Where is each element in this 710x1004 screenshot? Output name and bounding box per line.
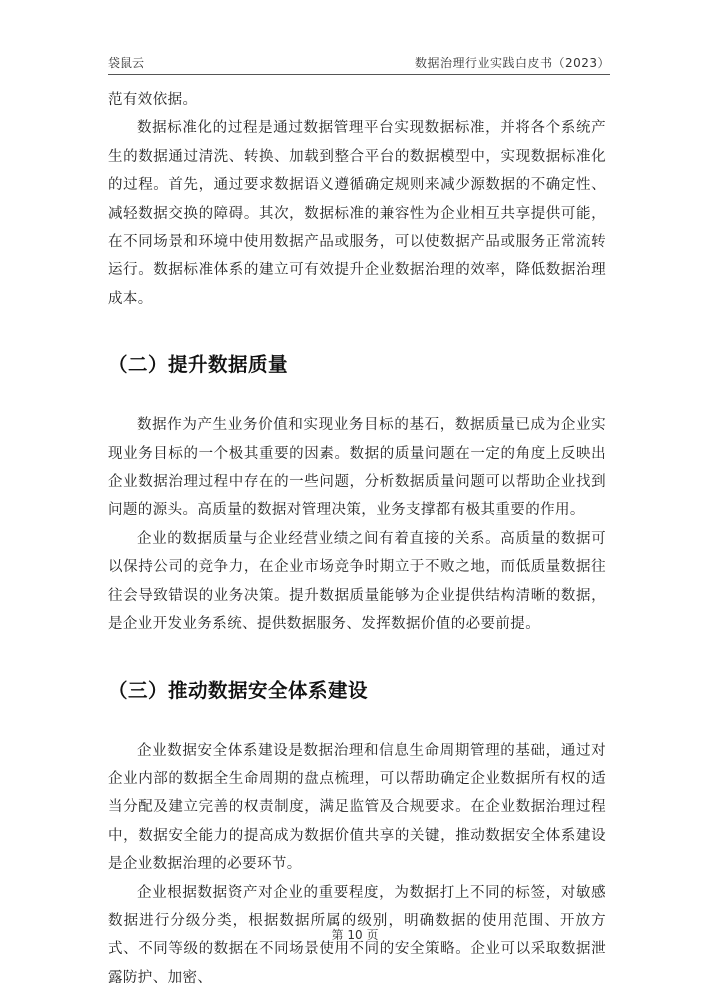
section-heading-data-security: （三）推动数据安全体系建设 <box>108 678 369 702</box>
paragraph-data-quality-1: 数据作为产生业务价值和实现业务目标的基石，数据质量已成为企业实现业务目标的一个极其重要的因素。数据的质量问题在一定的角度上反映出企业数据治理过程中存在的一些问题，分析数据质量问题可以帮助企业找到问题的源头。高质量的数据对管理决策，业务支撑都有极其重要的作用。 <box>108 417 606 519</box>
page-content <box>108 86 606 992</box>
page-number: 第 10 页 <box>331 928 379 942</box>
paragraph-data-security-2: 企业根据数据资产对企业的重要程度，为数据打上不同的标签，对敏感数据进行分级分类，根据数据所属的级别，明确数据的使用范围、开放方式、不同等级的数据在不同场景使用不同的安全策略。企业可以采取数据泄露防护、加密、 <box>108 884 606 986</box>
paragraph-data-standardization: 数据标准化的过程是通过数据管理平台实现数据标准，并将各个系统产生的数据通过清洗、转换、加载到整合平台的数据模型中，实现数据标准化的过程。首先，通过要求数据语义遵循确定规则来减少源数据的不确定性、减轻数据交换的障碍。其次，数据标准的兼容性为企业相互共享提供可能，在不同场景和环境中使用数据产品或服务，可以使数据产品或服务正常流转运行。数据标准体系的建立可有效提升企业数据治理的效率，降低数据治理成本。 <box>108 120 606 307</box>
header-company: 袋鼠云 <box>108 56 145 70</box>
paragraph-data-quality-2: 企业的数据质量与企业经营业绩之间有着直接的关系。高质量的数据可以保持公司的竞争力，在企业市场竞争时期立于不败之地，而低质量数据往往会导致错误的业务决策。提升数据质量能够为企业提供结构清晰的数据，是企业开发业务系统、提供数据服务、发挥数据价值的必要前提。 <box>108 530 606 633</box>
paragraph-continuation: 范有效依据。 <box>108 92 198 108</box>
header-document-title: 数据治理行业实践白皮书（2023） <box>414 56 610 70</box>
section-heading-data-quality: （二）提升数据质量 <box>108 353 289 377</box>
paragraph-data-security-1: 企业数据安全体系建设是数据治理和信息生命周期管理的基础，通过对企业内部的数据全生命周期的盘点梳理，可以帮助确定企业数据所有权的适当分配及建立完善的权责制度，满足监管及合规要求。在企业数据治理过程中，数据安全能力的提高成为数据价值共享的关键，推动数据安全体系建设是企业数据治理的必要环节。 <box>108 742 606 873</box>
page-header <box>108 52 610 75</box>
